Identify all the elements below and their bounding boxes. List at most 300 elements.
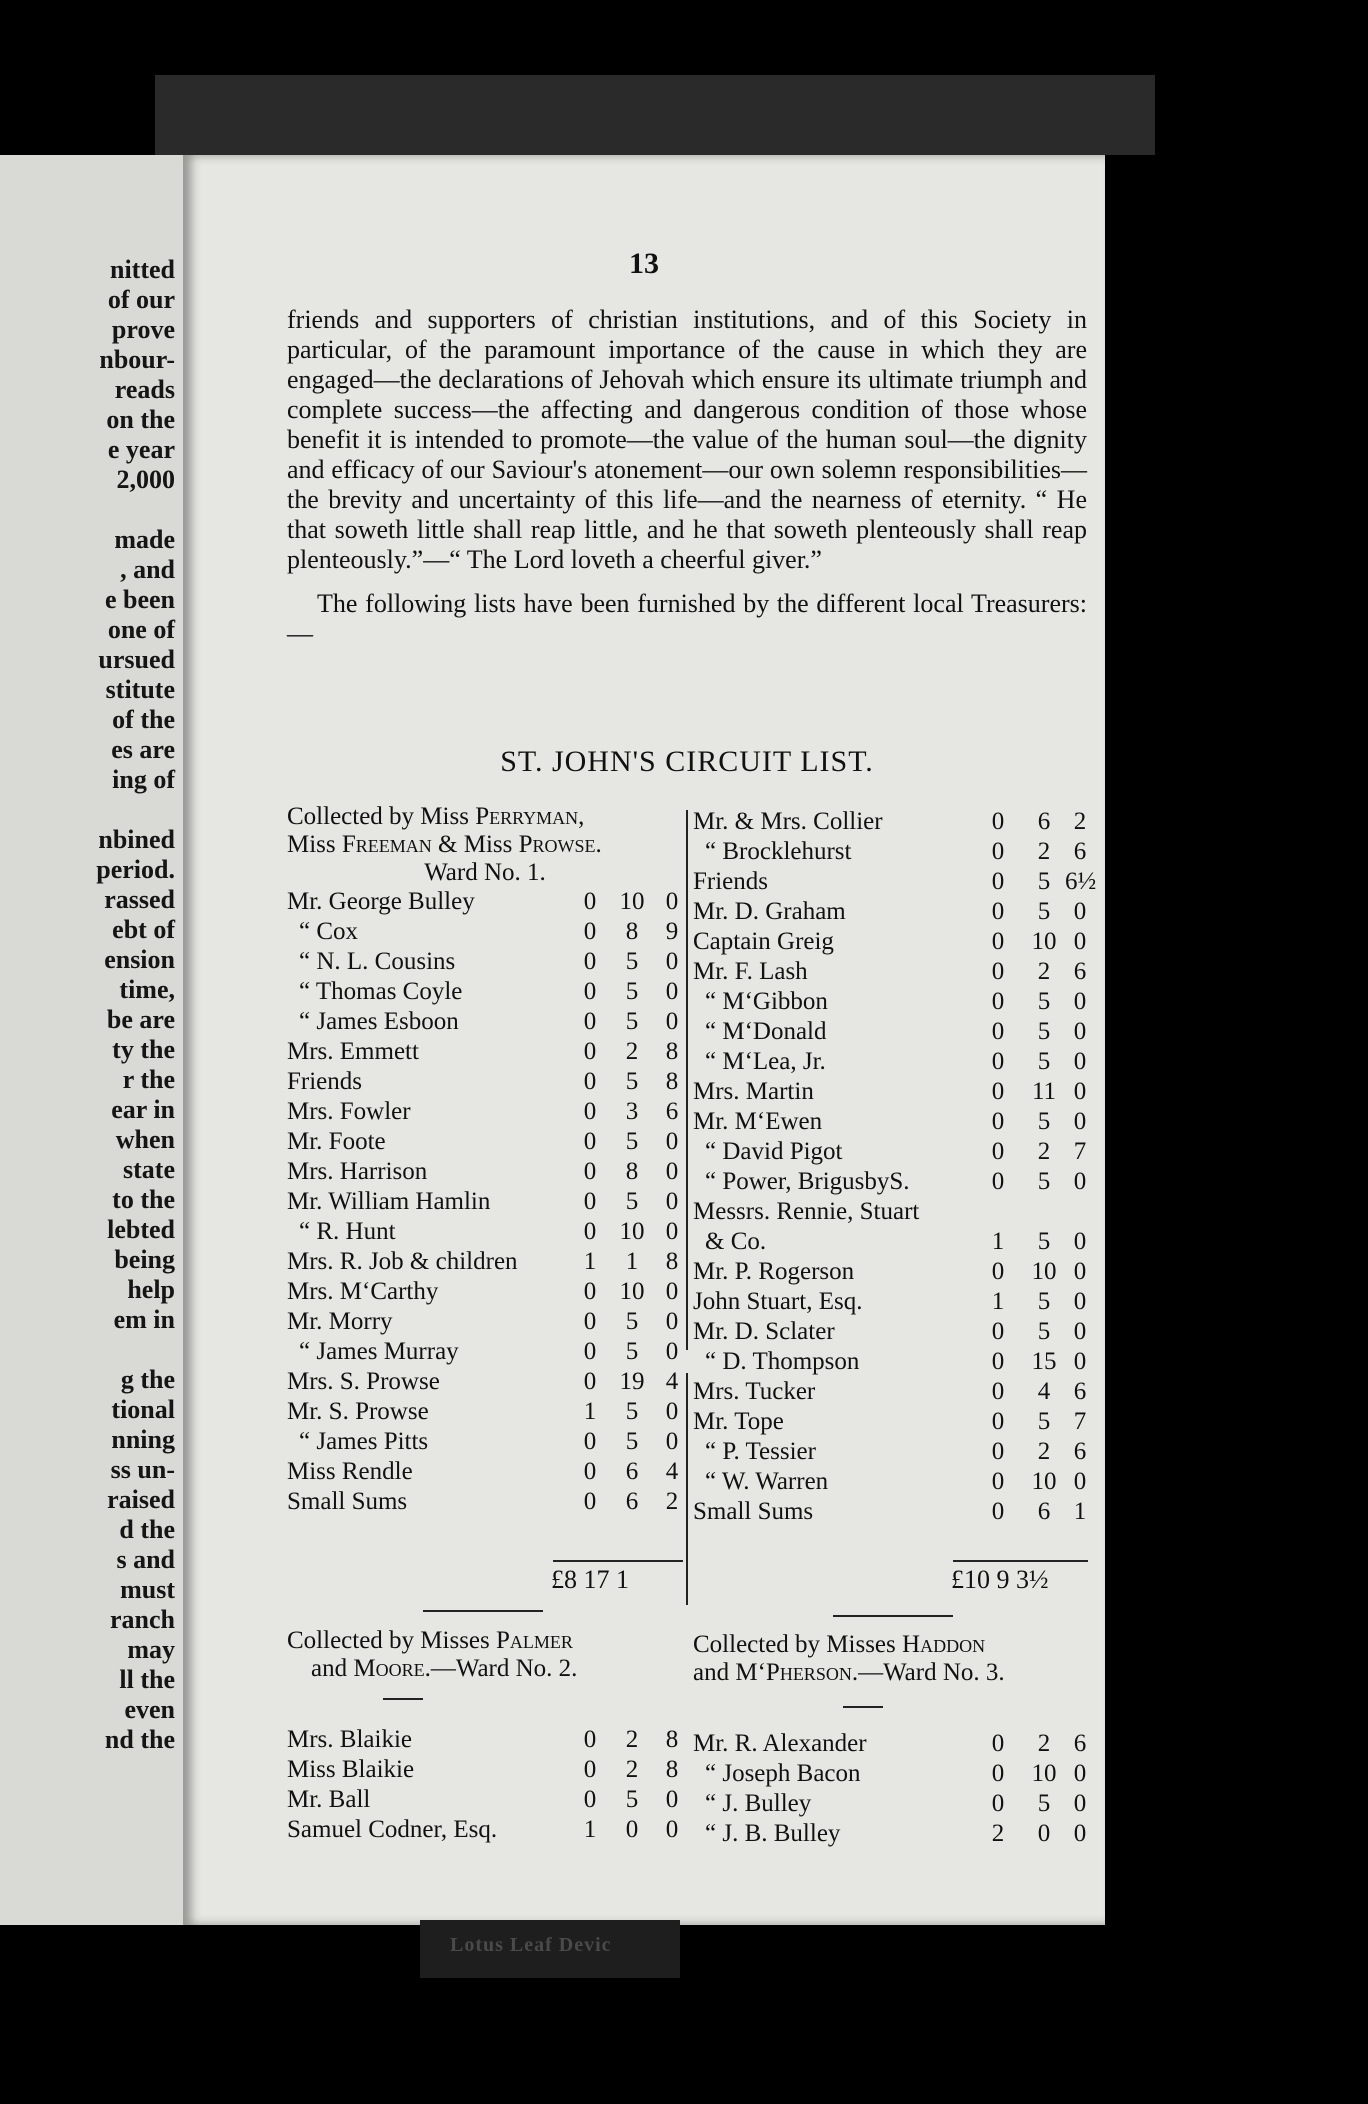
left-page-text-fragment: , and — [120, 555, 175, 584]
left-page-text-fragment: em in — [113, 1305, 175, 1334]
pounds-amount: 2 — [991, 1820, 1005, 1847]
pence-amount: 0 — [665, 1218, 679, 1245]
left-page-text-fragment: e year — [107, 435, 175, 464]
subscription-row — [693, 1197, 1093, 1227]
shillings-amount: 5 — [1037, 1108, 1051, 1135]
left-page-text-fragment: r the — [122, 1065, 175, 1094]
ward1-cont-total: £10 9 3½ — [951, 1565, 1049, 1594]
subscriber-name: “ R. Hunt — [299, 1218, 396, 1245]
shillings-amount: 2 — [1037, 958, 1051, 985]
subscription-row — [693, 1227, 1093, 1257]
pence-amount: 6 — [1073, 1438, 1087, 1465]
pence-amount: 9 — [665, 918, 679, 945]
subscription-row — [287, 1457, 683, 1487]
pounds-amount: 1 — [991, 1288, 1005, 1315]
shillings-amount: 5 — [625, 978, 639, 1005]
pounds-amount: 0 — [991, 928, 1005, 955]
left-page-text-fragment: on the — [106, 405, 175, 434]
subscription-row — [287, 1367, 683, 1397]
pounds-amount: 0 — [583, 1218, 597, 1245]
pence-amount: 0 — [665, 1398, 679, 1425]
header-text: Collected by Miss — [287, 803, 476, 830]
pence-amount: 4 — [665, 1368, 679, 1395]
pounds-amount: 0 — [991, 1168, 1005, 1195]
shillings-amount: 5 — [625, 1398, 639, 1425]
ward2-section — [287, 1627, 683, 1845]
pounds-amount: 0 — [583, 1128, 597, 1155]
left-page-text-fragment: be are — [106, 1005, 175, 1034]
subscription-row — [693, 837, 1093, 867]
subscription-row — [693, 1347, 1093, 1377]
pence-amount: 0 — [1073, 1018, 1087, 1045]
left-page-text-fragment: of our — [107, 285, 175, 314]
subscriber-name: Mrs. Blaikie — [287, 1726, 412, 1753]
shillings-amount: 5 — [625, 1068, 639, 1095]
pence-amount: 0 — [1073, 988, 1087, 1015]
shillings-amount: 2 — [1037, 1438, 1051, 1465]
shillings-amount: 5 — [1037, 988, 1051, 1015]
collector-name: Perryman, — [475, 803, 585, 830]
subscriber-name: Mr. Morry — [287, 1308, 393, 1335]
left-page-text-fragment: nd the — [104, 1725, 175, 1754]
subscription-row — [287, 977, 683, 1007]
subscription-row — [287, 1307, 683, 1337]
left-page-text-fragment: may — [127, 1635, 175, 1664]
subscriber-name: Mr. S. Prowse — [287, 1398, 429, 1425]
subscriber-name: Mr. F. Lash — [693, 958, 808, 985]
shillings-amount: 5 — [625, 1338, 639, 1365]
left-page-text-fragment: time, — [119, 975, 175, 1004]
header-text: .—Ward No. 3. — [851, 1659, 1005, 1686]
subscriber-name: “ Power, BrigusbyS. — [705, 1168, 910, 1195]
pounds-amount: 0 — [583, 1098, 597, 1125]
pounds-amount: 0 — [991, 1108, 1005, 1135]
pence-amount: 0 — [1073, 1168, 1087, 1195]
shillings-amount: 19 — [619, 1368, 645, 1395]
shillings-amount: 6 — [1037, 808, 1051, 835]
subscriber-name: Mr. Foote — [287, 1128, 386, 1155]
subscription-row — [693, 927, 1093, 957]
shillings-amount: 6 — [625, 1488, 639, 1515]
subscription-row — [287, 1337, 683, 1367]
subscription-row — [287, 1127, 683, 1157]
shillings-amount: 10 — [1031, 1760, 1057, 1787]
header-text: Miss — [287, 831, 342, 858]
ward3-section — [693, 1631, 1093, 1849]
subscription-row — [693, 897, 1093, 927]
subscriber-name: “ M‘Lea, Jr. — [705, 1048, 826, 1075]
shillings-amount: 5 — [1037, 1228, 1051, 1255]
left-page-text-fragment: ursued — [98, 645, 175, 674]
ward1-total: £8 17 1 — [551, 1565, 629, 1594]
pounds-amount: 0 — [991, 1018, 1005, 1045]
subscriber-name: Small Sums — [287, 1488, 408, 1515]
subscriber-name: “ James Pitts — [299, 1428, 429, 1455]
subscriber-name: Friends — [693, 868, 768, 895]
ward1-continued — [693, 807, 1097, 1527]
subscription-row — [693, 1437, 1093, 1467]
shillings-amount: 0 — [625, 1816, 639, 1843]
subscription-row — [287, 1755, 683, 1785]
pounds-amount: 0 — [991, 1760, 1005, 1787]
left-page-text-fragment: ss un- — [110, 1455, 175, 1484]
pounds-amount: 1 — [583, 1398, 597, 1425]
subscriber-name: Mr. P. Rogerson — [693, 1258, 855, 1285]
subscriber-name: “ David Pigot — [705, 1138, 843, 1165]
shillings-amount: 5 — [1037, 1048, 1051, 1075]
shillings-amount: 5 — [625, 1786, 639, 1813]
subscriber-name: Friends — [287, 1068, 362, 1095]
subscriber-name: Samuel Codner, Esq. — [287, 1816, 498, 1843]
left-page-text-fragment: stitute — [105, 675, 175, 704]
pounds-amount: 0 — [991, 838, 1005, 865]
left-page-text-fragment: even — [124, 1695, 175, 1724]
pounds-amount: 0 — [583, 1458, 597, 1485]
left-page-text-fragment: ranch — [110, 1605, 175, 1634]
header-text: Collected by Misses — [287, 1627, 497, 1654]
pounds-amount: 0 — [583, 1038, 597, 1065]
left-page-text-fragment: rassed — [104, 885, 175, 914]
intro-paragraph-2: The following lists have been furnished by the different local Treasurers:— — [287, 589, 1087, 648]
subscriber-name: Mr. R. Alexander — [693, 1730, 867, 1757]
pence-amount: 0 — [665, 948, 679, 975]
pounds-amount: 0 — [583, 1428, 597, 1455]
subscription-row — [693, 807, 1093, 837]
subscriber-name: Captain Greig — [693, 928, 834, 955]
pence-amount: 7 — [1073, 1408, 1087, 1435]
intro-paragraph-1: friends and supporters of christian institutions, and of this Society in particular, of the paramount importance of the cause in which they are engaged—the declarations of Jehovah which ensure its ultimate triumph and complete success—the affecting and dangerous condition of those whose benefit it is intended to promote—the value of the human soul—the dignity and efficacy of our Saviour's atonement—our own solemn responsibilities—the brevity and uncertainty of this life—and the nearness of eternity. “ He that soweth little shall reap little, and he that soweth plenteously shall reap plenteously.”—“ The Lord loveth a cheerful giver.” — [287, 305, 1087, 574]
shillings-amount: 5 — [625, 1128, 639, 1155]
subscription-row — [693, 1257, 1093, 1287]
pence-amount: 7 — [1073, 1138, 1087, 1165]
left-page-text-fragment: nbour- — [99, 345, 175, 374]
subscription-row — [287, 917, 683, 947]
intro-text — [287, 305, 1087, 649]
subscription-row — [693, 957, 1093, 987]
left-page-text-fragment: when — [115, 1125, 175, 1154]
pence-amount: 0 — [1073, 1468, 1087, 1495]
left-page-text-fragment: help — [127, 1275, 175, 1304]
shillings-amount: 15 — [1031, 1348, 1057, 1375]
subscriber-name: “ J. B. Bulley — [705, 1820, 841, 1847]
pounds-amount: 1 — [991, 1228, 1005, 1255]
subscriber-name: “ M‘Donald — [705, 1018, 827, 1045]
shillings-amount: 8 — [625, 918, 639, 945]
pounds-amount: 0 — [991, 1408, 1005, 1435]
header-text: and — [311, 1655, 354, 1682]
shillings-amount: 5 — [625, 1008, 639, 1035]
left-page-text-fragment: lebted — [107, 1215, 175, 1244]
subscriber-name: Mrs. Harrison — [287, 1158, 428, 1185]
shillings-amount: 2 — [1037, 1730, 1051, 1757]
pence-amount: 0 — [665, 1278, 679, 1305]
pounds-amount: 0 — [583, 1338, 597, 1365]
pounds-amount: 1 — [583, 1248, 597, 1275]
subscriber-name: “ P. Tessier — [705, 1438, 816, 1465]
subscription-row — [287, 1037, 683, 1067]
left-page-text-fragment: nning — [111, 1425, 175, 1454]
pence-amount: 0 — [1073, 1258, 1087, 1285]
subscription-row — [693, 1377, 1093, 1407]
shillings-amount: 5 — [625, 948, 639, 975]
pounds-amount: 0 — [991, 1318, 1005, 1345]
subscription-row — [287, 1097, 683, 1127]
pounds-amount: 0 — [991, 1498, 1005, 1525]
left-page-text-fragment: ll the — [119, 1665, 175, 1694]
pounds-amount: 1 — [583, 1816, 597, 1843]
left-page-text-fragment: of the — [112, 705, 175, 734]
subscription-row — [693, 1077, 1093, 1107]
shillings-amount: 10 — [619, 888, 645, 915]
pence-amount: 0 — [1073, 1820, 1087, 1847]
pounds-amount: 0 — [583, 1158, 597, 1185]
left-page-text-fragment: period. — [96, 855, 175, 884]
left-page-text-fragment: ear in — [111, 1095, 175, 1124]
pence-amount: 6 — [665, 1098, 679, 1125]
subscriber-name: “ D. Thompson — [705, 1348, 860, 1375]
left-page-text-fragment: ebt of — [112, 915, 175, 944]
subscription-row — [287, 1487, 683, 1517]
subscription-row — [693, 1287, 1093, 1317]
subscription-row — [693, 987, 1093, 1017]
left-page-text-fragment: to the — [112, 1185, 175, 1214]
subscription-row — [287, 887, 683, 917]
shillings-amount: 5 — [1037, 1408, 1051, 1435]
shillings-amount: 3 — [625, 1098, 639, 1125]
pence-amount: 8 — [665, 1726, 679, 1753]
subscriber-name: Mrs. S. Prowse — [287, 1368, 440, 1395]
collector-name: Prowse. — [518, 831, 602, 858]
pounds-amount: 0 — [991, 1258, 1005, 1285]
pounds-amount: 0 — [583, 918, 597, 945]
pounds-amount: 0 — [583, 1786, 597, 1813]
left-page-text-fragment: tional — [111, 1395, 175, 1424]
shillings-amount: 5 — [1037, 1790, 1051, 1817]
subscription-row — [287, 1277, 683, 1307]
shillings-amount: 5 — [1037, 1318, 1051, 1345]
pounds-amount: 0 — [583, 1726, 597, 1753]
pence-amount: 0 — [1073, 1048, 1087, 1075]
pounds-amount: 0 — [583, 1488, 597, 1515]
shillings-amount: 10 — [1031, 1468, 1057, 1495]
ward1-cont-rows — [693, 807, 1097, 1527]
pounds-amount: 0 — [991, 1078, 1005, 1105]
scanner-dark-band-bottom — [420, 1920, 680, 1978]
shillings-amount: 6 — [625, 1458, 639, 1485]
collector-name: M‘Pherson — [735, 1659, 852, 1686]
shillings-amount: 10 — [619, 1278, 645, 1305]
subscriber-name: Mrs. Fowler — [287, 1098, 411, 1125]
subscription-row — [693, 1729, 1093, 1759]
subscriber-name: Mr. M‘Ewen — [693, 1108, 823, 1135]
pence-amount: 0 — [1073, 1790, 1087, 1817]
pence-amount: 0 — [665, 1786, 679, 1813]
subscription-row — [693, 1047, 1093, 1077]
pounds-amount: 0 — [583, 1368, 597, 1395]
shillings-amount: 5 — [1037, 898, 1051, 925]
page-number: 13 — [629, 247, 659, 280]
pence-amount: 6 — [1073, 1730, 1087, 1757]
subscriber-name: “ Cox — [299, 918, 359, 945]
shillings-amount: 2 — [1037, 1138, 1051, 1165]
ward2-rows — [287, 1725, 683, 1845]
left-page-text-fragment: s and — [116, 1545, 175, 1574]
left-page-text-fragment: ty the — [112, 1035, 175, 1064]
section-rule — [423, 1610, 543, 1612]
shillings-amount: 5 — [1037, 868, 1051, 895]
pence-amount: 2 — [665, 1488, 679, 1515]
left-page-text-fragment: nbined — [98, 825, 175, 854]
collector-name: Moore — [353, 1655, 425, 1682]
pence-amount: 0 — [1073, 1288, 1087, 1315]
subscription-row — [693, 1137, 1093, 1167]
shillings-amount: 2 — [625, 1038, 639, 1065]
pence-amount: 0 — [665, 978, 679, 1005]
shillings-amount: 8 — [625, 1158, 639, 1185]
pence-amount: 4 — [665, 1458, 679, 1485]
pounds-amount: 0 — [991, 868, 1005, 895]
pence-amount: 0 — [665, 1128, 679, 1155]
shillings-amount: 5 — [625, 1428, 639, 1455]
pounds-amount: 0 — [991, 1790, 1005, 1817]
subscriber-name: “ M‘Gibbon — [705, 988, 828, 1015]
subscriber-name: Mrs. R. Job & children — [287, 1248, 518, 1275]
pence-amount: 0 — [665, 1008, 679, 1035]
header-text: .—Ward No. 2. — [424, 1655, 578, 1682]
pence-amount: 0 — [665, 1428, 679, 1455]
pounds-amount: 0 — [583, 1308, 597, 1335]
subscriber-name: “ James Murray — [299, 1338, 459, 1365]
subscriber-name: Mr. Tope — [693, 1408, 784, 1435]
subscription-row — [287, 947, 683, 977]
subscriber-name: “ Thomas Coyle — [299, 978, 463, 1005]
pounds-amount: 0 — [991, 1348, 1005, 1375]
pounds-amount: 0 — [991, 1138, 1005, 1165]
subscriber-name: Mrs. Emmett — [287, 1038, 419, 1065]
ward2-header — [287, 1627, 683, 1683]
pounds-amount: 0 — [991, 808, 1005, 835]
pence-amount: 6 — [1073, 838, 1087, 865]
subscription-row — [287, 1725, 683, 1755]
subscription-row — [693, 1497, 1093, 1527]
collector-name: Haddon — [902, 1631, 986, 1658]
pence-amount: 0 — [1073, 1318, 1087, 1345]
left-page-text-fragment: state — [123, 1155, 175, 1184]
subscription-row — [693, 1819, 1093, 1849]
left-page-text-fragment: being — [114, 1245, 175, 1274]
pounds-amount: 0 — [991, 1378, 1005, 1405]
collector-name: Palmer — [496, 1627, 573, 1654]
ward-label: Ward No. 1. — [424, 859, 546, 886]
left-page-text-fragment: nitted — [110, 255, 175, 284]
ward3-header — [693, 1631, 1093, 1687]
total-rule — [953, 1560, 1088, 1562]
left-page-text-fragment: g the — [120, 1365, 175, 1394]
subscriber-name: Messrs. Rennie, Stuart — [693, 1198, 920, 1225]
pence-amount: 0 — [1073, 1108, 1087, 1135]
shillings-amount: 5 — [1037, 1288, 1051, 1315]
left-page-text-fragment: ing of — [112, 765, 175, 794]
subscriber-name: Mr. Ball — [287, 1786, 371, 1813]
pence-amount: 0 — [1073, 898, 1087, 925]
left-page-fragment — [0, 155, 183, 1925]
subscription-row — [693, 1107, 1093, 1137]
subscription-row — [287, 1007, 683, 1037]
pence-amount: 0 — [1073, 1228, 1087, 1255]
header-text: Collected by Misses — [693, 1631, 903, 1658]
subscriber-name: Miss Blaikie — [287, 1756, 415, 1783]
left-page-text-fragment: e been — [104, 585, 175, 614]
pounds-amount: 0 — [583, 1068, 597, 1095]
pence-amount: 0 — [665, 888, 679, 915]
pence-amount: 2 — [1073, 808, 1087, 835]
ward1-section — [287, 803, 683, 1517]
list-title: ST. JOHN'S CIRCUIT LIST. — [500, 745, 874, 778]
pence-amount: 0 — [1073, 1078, 1087, 1105]
pence-amount: 6 — [1073, 958, 1087, 985]
pence-amount: 0 — [665, 1338, 679, 1365]
shillings-amount: 5 — [625, 1308, 639, 1335]
pounds-amount: 0 — [583, 1756, 597, 1783]
subscription-row — [287, 1157, 683, 1187]
left-page-text-fragment: prove — [111, 315, 175, 344]
subscription-row — [693, 1789, 1093, 1819]
subscriber-name: Miss Rendle — [287, 1458, 413, 1485]
subscriber-name: John Stuart, Esq. — [693, 1288, 863, 1315]
pounds-amount: 0 — [583, 1188, 597, 1215]
left-page-text-fragment: 2,000 — [116, 465, 175, 494]
pence-amount: 6 — [1073, 1378, 1087, 1405]
shillings-amount: 1 — [625, 1248, 639, 1275]
shillings-amount: 2 — [625, 1756, 639, 1783]
subscriber-name: “ James Esboon — [299, 1008, 459, 1035]
pounds-amount: 0 — [991, 958, 1005, 985]
pence-amount: 0 — [665, 1188, 679, 1215]
pounds-amount: 0 — [991, 1468, 1005, 1495]
pence-amount: 0 — [1073, 1348, 1087, 1375]
subscription-row — [287, 1067, 683, 1097]
small-rule — [843, 1706, 883, 1708]
subscriber-name: “ J. Bulley — [705, 1790, 812, 1817]
pence-amount: 0 — [1073, 1760, 1087, 1787]
ward1-header — [287, 803, 683, 887]
shillings-amount: 4 — [1037, 1378, 1051, 1405]
left-page-text-fragment: one of — [107, 615, 175, 644]
subscriber-name: Mr. George Bulley — [287, 888, 475, 915]
subscriber-name: Mr. D. Graham — [693, 898, 846, 925]
shillings-amount: 5 — [1037, 1018, 1051, 1045]
pounds-amount: 0 — [583, 948, 597, 975]
shillings-amount: 6 — [1037, 1498, 1051, 1525]
subscriber-name: “ N. L. Cousins — [299, 948, 456, 975]
subscriber-name: Mrs. Martin — [693, 1078, 814, 1105]
pence-amount: 0 — [665, 1158, 679, 1185]
subscription-row — [287, 1187, 683, 1217]
pounds-amount: 0 — [583, 1278, 597, 1305]
shillings-amount: 10 — [1031, 928, 1057, 955]
left-page-text-fragment: must — [120, 1575, 175, 1604]
pence-amount: 0 — [665, 1308, 679, 1335]
subscriber-name: Mrs. Tucker — [693, 1378, 816, 1405]
left-page-text-fragment: ension — [104, 945, 175, 974]
pence-amount: 8 — [665, 1038, 679, 1065]
subscriber-name: Mrs. M‘Carthy — [287, 1278, 439, 1305]
shillings-amount: 5 — [625, 1188, 639, 1215]
section-rule — [833, 1615, 953, 1617]
subscription-row — [693, 867, 1097, 897]
subscription-row — [693, 1017, 1093, 1047]
pence-amount: 0 — [665, 1816, 679, 1843]
